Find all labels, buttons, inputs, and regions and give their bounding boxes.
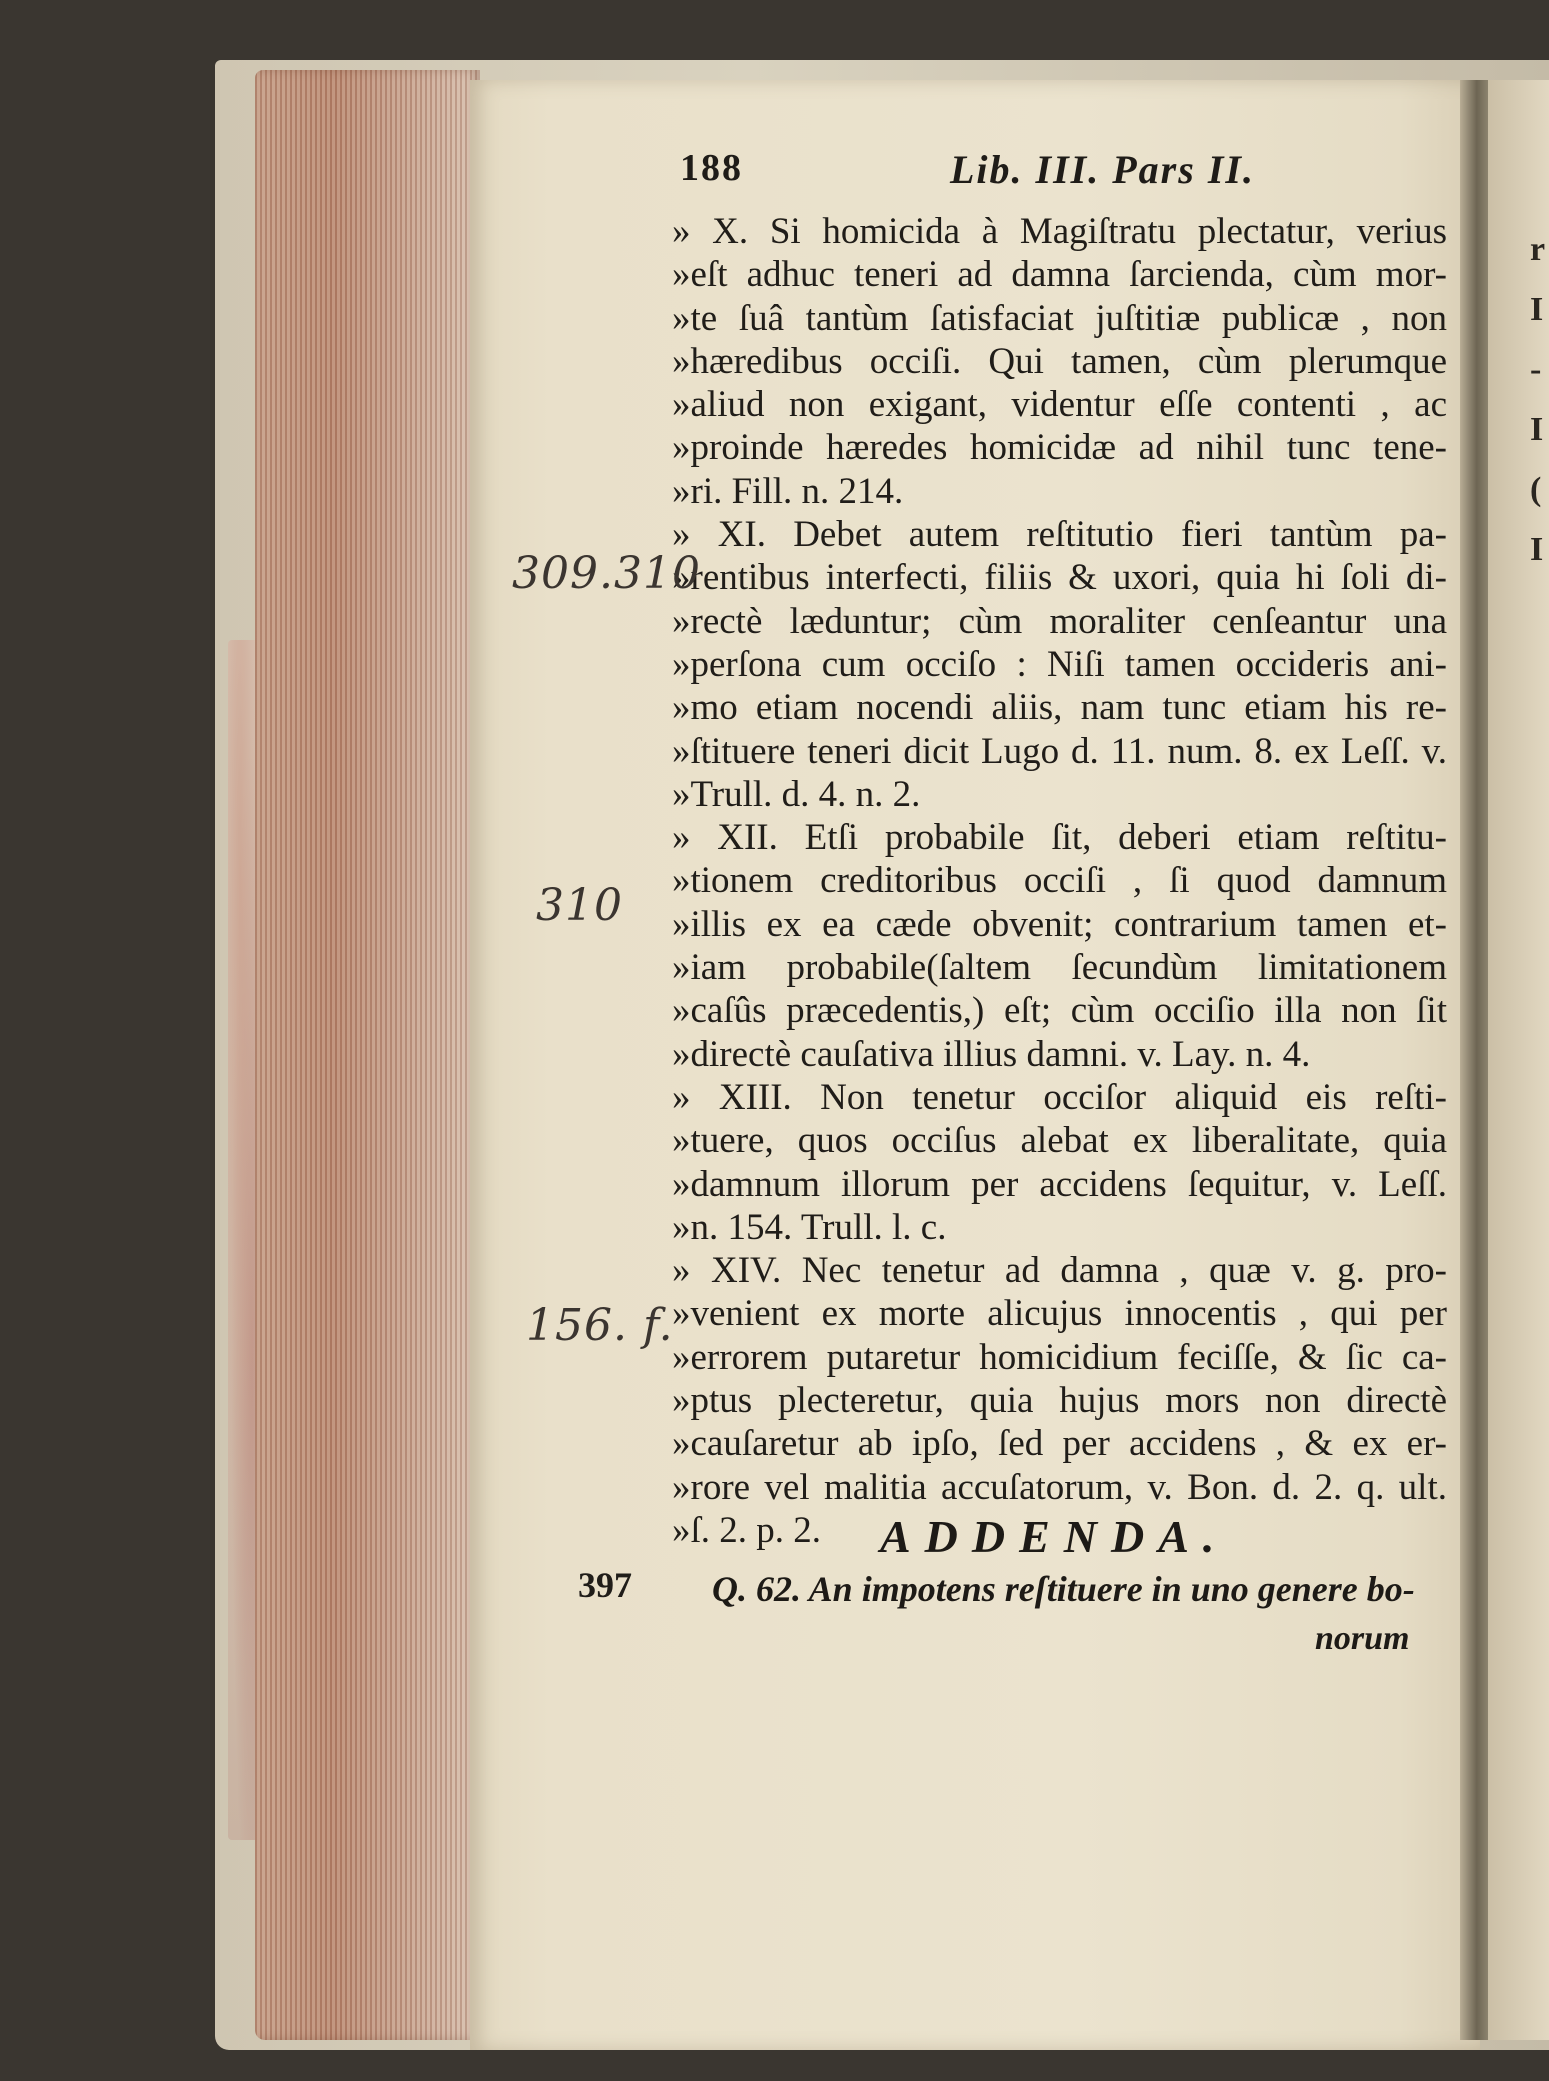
facing-mark: r: [1530, 231, 1546, 268]
text-line: » XI. Debet autem reſtitutio fieri tantùm pa-: [672, 514, 1447, 556]
text-line: »ri. Fill. n. 214.: [672, 470, 904, 512]
addenda-question: Q. 62. An impotens reſtituere in uno genere bo-: [712, 1569, 1415, 1609]
facing-mark: (: [1530, 471, 1542, 508]
page-number: 188: [680, 147, 743, 189]
body-text: [672, 210, 1447, 1552]
facing-mark: I: [1530, 531, 1544, 568]
text-line: »n. 154. Trull. l. c.: [672, 1206, 947, 1248]
text-line: »rectè læduntur; cùm moraliter cenſeantur una: [672, 600, 1447, 642]
text-line: »errorem putaretur homicidium feciſſe, & ſic ca-: [672, 1336, 1447, 1378]
text-line: »hæredibus occiſi. Qui tamen, cùm plerumque: [672, 340, 1447, 382]
running-head: Lib. III. Pars II.: [950, 147, 1255, 192]
text-line: » XII. Etſi probabile ſit, deberi etiam reſtitu-: [672, 817, 1447, 859]
text-line: »proinde hæredes homicidæ ad nihil tunc tene-: [672, 427, 1447, 469]
text-line: »venient ex morte alicujus innocentis , qui per: [672, 1293, 1447, 1335]
facing-mark: I: [1530, 411, 1544, 448]
page-header: [680, 146, 1460, 198]
text-line: »Trull. d. 4. n. 2.: [672, 773, 921, 815]
margin-note-handwritten: 156. f.: [526, 1300, 674, 1351]
text-line: »iam probabile(ſaltem ſecundùm limitationem: [672, 947, 1447, 989]
text-line: »te ſuâ tantùm ſatisfaciat juſtitiæ publicæ , non: [672, 297, 1447, 339]
addenda-margin-number: 397: [578, 1565, 632, 1605]
text-line: »illis ex ea cæde obvenit; contrarium tamen et-: [672, 903, 1447, 945]
text-line: »eſt adhuc teneri ad damna ſarcienda, cùm mor-: [672, 254, 1447, 296]
facing-mark: -: [1530, 351, 1542, 388]
text-line: »damnum illorum per accidens ſequitur, v. Leſſ.: [672, 1163, 1447, 1205]
text-line: »caſûs præcedentis,) eſt; cùm occiſio illa non ſit: [672, 990, 1447, 1032]
text-line: »perſona cum occiſo : Niſi tamen occideris ani-: [672, 643, 1447, 685]
text-line: » XIV. Nec tenetur ad damna , quæ v. g. pro-: [672, 1250, 1447, 1292]
text-line: »ptus plecteretur, quia hujus mors non directè: [672, 1380, 1447, 1422]
text-line: » X. Si homicida à Magiſtratu plectatur, verius: [672, 211, 1447, 252]
text-line: » XIII. Non tenetur occiſor aliquid eis reſti-: [672, 1076, 1447, 1118]
facing-page-marks: [1530, 220, 1549, 720]
text-line: »ſtituere teneri dicit Lugo d. 11. num. 8. ex Leſſ. v.: [672, 730, 1447, 772]
margin-note-handwritten: 310: [536, 880, 623, 931]
addenda-catchword: norum: [1315, 1620, 1410, 1657]
text-line: »rentibus interfecti, filiis & uxori, quia hi ſoli di-: [672, 557, 1447, 599]
text-line: »mo etiam nocendi aliis, nam tunc etiam his re-: [672, 687, 1447, 729]
text-line: »tuere, quos occiſus alebat ex liberalitate, quia: [672, 1120, 1447, 1162]
book-gutter: [1460, 80, 1488, 2040]
text-line: »ſ. 2. p. 2.: [672, 1509, 822, 1551]
text-line: »rore vel malitia accuſatorum, v. Bon. d. 2. q. ult.: [672, 1466, 1447, 1508]
page-edges: [255, 70, 480, 2040]
facing-mark: I: [1530, 291, 1544, 328]
text-line: »directè cauſativa illius damni. v. Lay. n. 4.: [672, 1033, 1311, 1075]
margin-note-handwritten: 309.310: [512, 548, 701, 599]
text-line: »aliud non exigant, videntur eſſe contenti , ac: [672, 384, 1447, 426]
text-line: »cauſaretur ab ipſo, ſed per accidens , & ex er-: [672, 1423, 1447, 1465]
text-line: »tionem creditoribus occiſi , ſi quod damnum: [672, 860, 1447, 902]
addenda-heading: ADDENDA.: [880, 1511, 1229, 1562]
